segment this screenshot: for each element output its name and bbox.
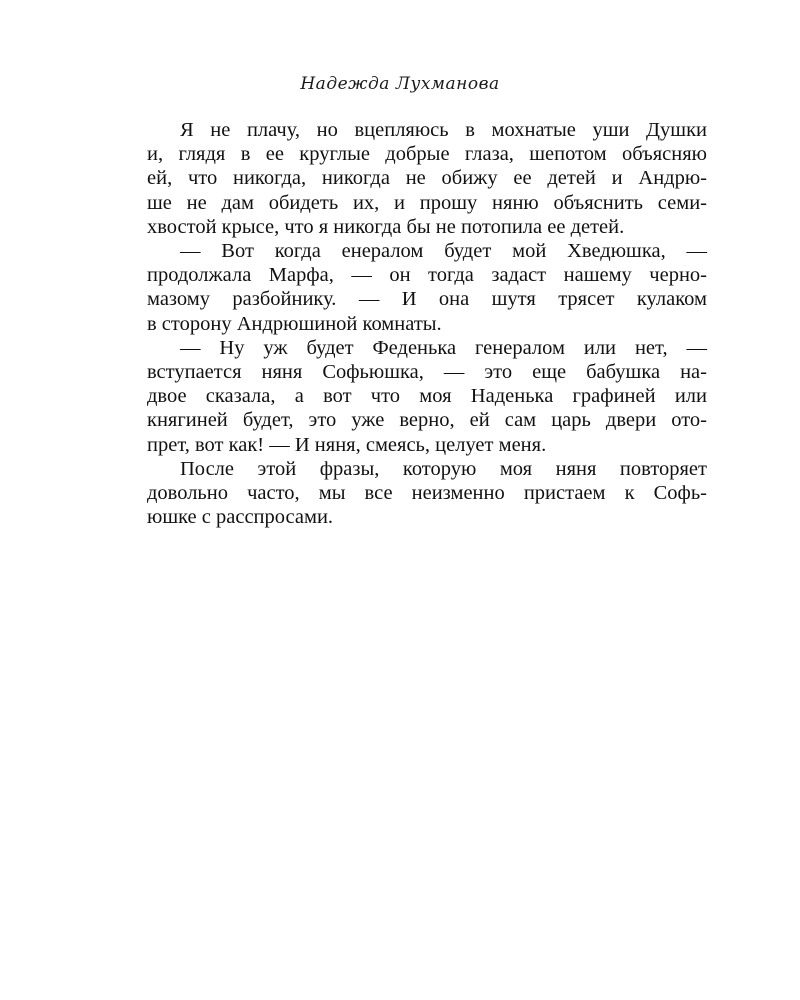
text-line: Я не плачу, но вцепляюсь в мохнатые уши Душки <box>180 119 707 141</box>
text-line: юшке с расспросами. <box>147 506 334 529</box>
text-line: прет, вот как! — И няня, смеясь, целует меня. <box>147 433 547 456</box>
text-line: княгиней будет, это уже верно, ей сам царь двери ото- <box>147 409 707 432</box>
text-line: — Ну уж будет Феденька генералом или нет, — <box>180 336 707 359</box>
body-text <box>147 118 707 529</box>
text-line: хвостой крысе, что я никогда бы не потопила ее детей. <box>147 215 625 238</box>
text-line: в сторону Андрюшиной комнаты. <box>147 312 442 335</box>
text-line: мазому разбойнику. — И она шутя трясет кулаком <box>147 288 707 311</box>
text-line: После этой фразы, которую моя няня повторяет <box>180 457 707 480</box>
text-line: и, глядя в ее круглые добрые глаза, шепотом объясняю <box>147 143 707 166</box>
text-line: двое сказала, а вот что моя Наденька графиней или <box>147 385 707 408</box>
text-line: вступается няня Софьюшка, — это еще бабушка на- <box>147 361 707 384</box>
text-line: — Вот когда енералом будет мой Хведюшка, — <box>180 240 707 263</box>
text-line: довольно часто, мы все неизменно пристаем к Софь- <box>147 482 707 505</box>
text-line: ше не дам обидеть их, и прошу няню объяснить семи- <box>147 191 707 214</box>
text-line: продолжала Марфа, — он тогда задаст нашему черно- <box>147 264 707 287</box>
text-line: ей, что никогда, никогда не обижу ее детей и Андрю- <box>147 167 707 190</box>
running-head-author: Надежда Лухманова <box>300 74 500 94</box>
